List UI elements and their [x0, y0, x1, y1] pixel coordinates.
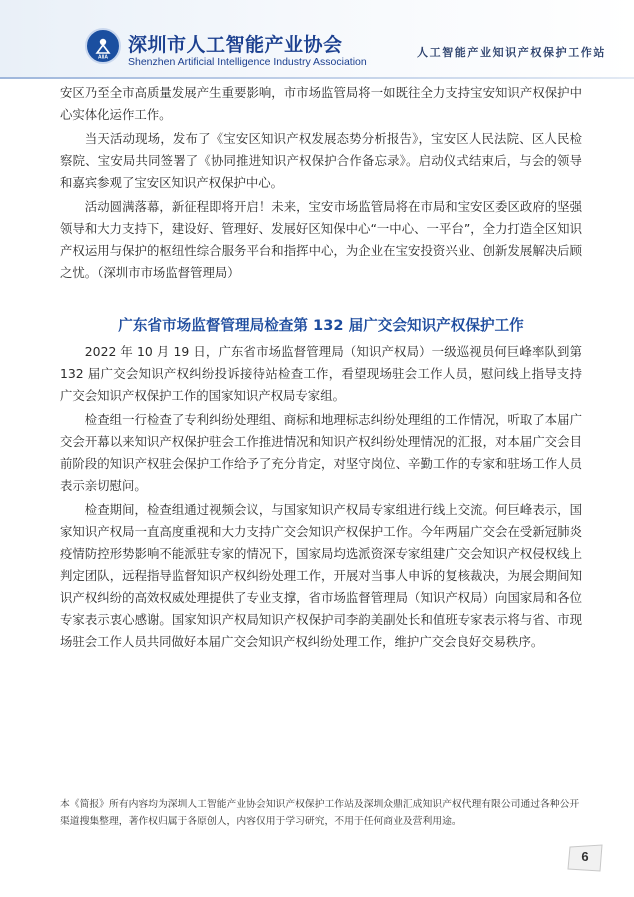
article1-paragraph-1: 安区乃至全市高质量发展产生重要影响，市市场监管局将一如既往全力支持宝安知识产权保护中心实体化运作工作。 — [60, 85, 582, 122]
association-logo-icon — [85, 28, 121, 64]
station-name: 人工智能产业知识产权保护工作站 — [417, 46, 606, 59]
page-number-badge — [566, 843, 604, 873]
logo-mark-icon — [88, 31, 118, 61]
page-header — [0, 0, 634, 78]
page-number: 6 — [581, 849, 589, 864]
logo-text: AIIA — [98, 54, 108, 61]
header-divider — [0, 77, 634, 79]
article1-paragraph-2: 当天活动现场，发布了《宝安区知识产权发展态势分析报告》，宝安区人民法院、区人民检察院、宝安局共同签署了《协同推进知识产权保护合作备忘录》。启动仪式结束后，与会的领导和嘉宾参观了宝安区知识产权保护中心。 — [60, 131, 582, 190]
article2-paragraph-3: 检查期间，检查组通过视频会议，与国家知识产权局专家组进行线上交流。何巨峰表示，国家知识产权局一直高度重视和大力支持广交会知识产权保护工作。今年两届广交会在受新冠肺炎疫情防控形势影响不能派驻专家的情况下，国家局均选派资深专家组建广交会知识产权侵权线上判定团队，远程指导监督知识产权纠纷处理工作，开展对当事人申诉的复核裁决，为展会期间知识产权纠纷的高效权威处理提供了专业支撑，省市场监督管理局（知识产权局）向国家局和各位专家表示衷心感谢。国家知识产权局知识产权保护司李韵美副处长和值班专家表示将与省、市现场驻会工作人员共同做好本届广交会知识产权纠纷处理工作，维护广交会良好交易秩序。 — [60, 502, 582, 649]
page-content — [60, 82, 582, 655]
org-name-cn: 深圳市人工智能产业协会 — [128, 34, 343, 56]
org-name-en: Shenzhen Artificial Intelligence Industry Association — [128, 56, 367, 68]
article2-paragraph-1: 2022 年 10 月 19 日，广东省市场监督管理局（知识产权局）一级巡视员何巨峰率队到第 132 届广交会知识产权纠纷投诉接待站检查工作，看望现场驻会工作人员，慰问线上指导支持广交会知识产权保护工作的国家知识产权局专家组。 — [60, 344, 582, 403]
article2-paragraph-2: 检查组一行检查了专利纠纷处理组、商标和地理标志纠纷处理组的工作情况，听取了本届广交会开幕以来知识产权保护驻会工作推进情况和知识产权纠纷处理情况的汇报，对本届广交会目前阶段的知识产权驻会保护工作给予了充分肯定，对坚守岗位、辛勤工作的专家和驻场工作人员表示亲切慰问。 — [60, 412, 582, 493]
disclaimer-note: 本《简报》所有内容均为深圳人工智能产业协会知识产权保护工作站及深圳众鼎汇成知识产权代理有限公司通过各种公开渠道搜集整理，著作权归属于各原创人，内容仅用于学习研究，不用于任何商业及营利用途。 — [60, 799, 580, 827]
article1-paragraph-3: 活动圆满落幕，新征程即将开启！未来，宝安市场监管局将在市局和宝安区委区政府的坚强领导和大力支持下，建设好、管理好、发展好区知保中心“一中心、一平台”，全力打造全区知识产权运用与保护的枢纽性综合服务平台和指挥中心，为企业在宝安投资兴业、创新发展解决后顾之忧。（深圳市市场监督管理局） — [60, 199, 582, 280]
article2-title: 广东省市场监督管理局检查第 132 届广交会知识产权保护工作 — [118, 317, 524, 334]
